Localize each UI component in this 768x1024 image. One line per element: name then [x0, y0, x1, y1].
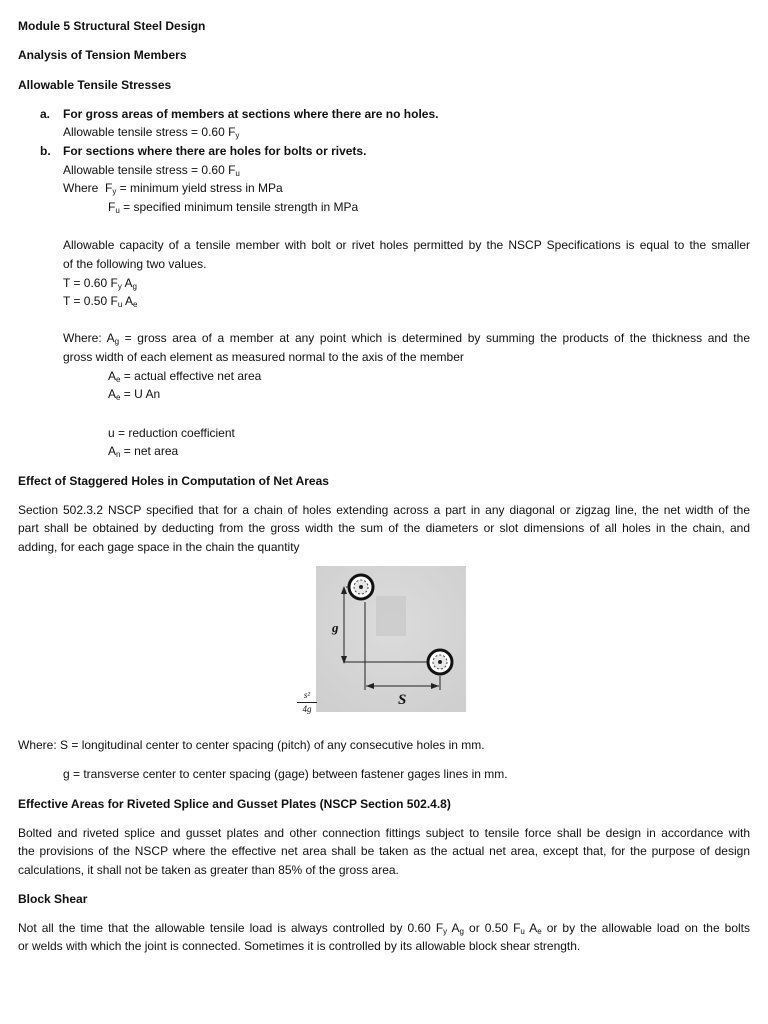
hole-1-icon — [349, 575, 373, 599]
where-ag-line2: gross width of each element as measured normal to the axis of the member — [63, 350, 464, 364]
fu-definition: $F_u$ = specified minimum tensile strength in MPa — [108, 200, 359, 215]
list-item-a-text: For gross areas of members at sections where there are no holes. — [63, 107, 439, 121]
formula-denominator: 4g — [302, 704, 312, 714]
list-item-b-text: For sections where there are holes for bolts or rivets. — [63, 144, 367, 158]
where-ag-line1: Where: $A_g$ = gross area of a member at any point which is determined by summing the products of the thickness and the — [63, 331, 750, 346]
formula-numerator: s² — [303, 690, 311, 700]
where-fy-definition: Where $F_y$ = minimum yield stress in MPa — [63, 181, 283, 196]
block-shear-line1: Not all the time that the allowable tensile load is always controlled by 0.60 $F_y$ $A_g$ or 0.50 $F_u$ $A_e$ or by the allowable load on the bolts — [18, 921, 750, 936]
s-definition: Where: S = longitudinal center to center spacing (pitch) of any consecutive holes in mm. — [18, 738, 485, 752]
capacity-text-line2: of the following two values. — [63, 257, 207, 271]
g-definition: g = transverse center to center spacing (gage) between fastener gages lines in mm. — [63, 767, 508, 781]
formula-bar — [297, 702, 317, 703]
hole-2-icon — [428, 650, 452, 674]
spacing-label: S — [398, 692, 407, 708]
u-definition: u = reduction coefficient — [108, 426, 235, 440]
stagger-text-line3: adding, for each gage space in the chain the quantity — [18, 540, 300, 554]
list-item-a-detail: Allowable tensile stress = 0.60 $F_y$ — [63, 125, 240, 140]
section-heading-block-shear: Block Shear — [18, 892, 88, 906]
equation-t-ultimate: T = 0.50 $F_u$ $A_e$ — [63, 294, 138, 309]
stagger-text-line2: part shall be obtained by deducting from the gross width the sum of the diameters or slot dimensions of all holes in the chain, and — [18, 521, 750, 535]
an-definition: $A_n$ = net area — [108, 444, 179, 459]
splice-text-line1: Bolted and riveted splice and gusset plates and other connection fittings subject to tensile force shall be design in accordance with — [18, 826, 750, 840]
section-subheading-stresses: Allowable Tensile Stresses — [18, 78, 172, 92]
section-heading-splice: Effective Areas for Riveted Splice and Gusset Plates (NSCP Section 502.4.8) — [18, 797, 451, 811]
plate-texture — [376, 596, 406, 636]
gage-label: g — [332, 620, 339, 635]
ae-definition: $A_e$ = actual effective net area — [108, 369, 262, 384]
splice-text-line3: calculations, it shall not be taken as greater than 85% of the gross area. — [18, 863, 399, 877]
stagger-text-line1: Section 502.3.2 NSCP specified that for a chain of holes extending across a part in any diagonal or zigzag line, the net width of the — [18, 503, 750, 517]
list-marker-a: a. — [40, 107, 51, 121]
ae-equation: $A_e = U$ An — [108, 387, 161, 402]
plate-background — [316, 566, 466, 712]
capacity-text-line1: Allowable capacity of a tensile member with bolt or rivet holes permitted by the NSCP Specifications is equal to the smaller — [63, 238, 750, 252]
equation-t-yield: T = 0.60 $F_y$ $A_g$ — [63, 276, 137, 291]
document-title: Module 5 Structural Steel Design — [18, 19, 206, 33]
section-heading-tension: Analysis of Tension Members — [18, 48, 187, 62]
list-item-b-detail: Allowable tensile stress = 0.60 $F_u$ — [63, 163, 240, 178]
stagger-formula — [294, 690, 320, 715]
splice-text-line2: the provisions of the NSCP where the effective net area shall be taken as the actual net area, except that, for the purpose of design — [18, 844, 750, 858]
block-shear-line2: or welds with which the joint is connected. Sometimes it is controlled by its allowable block shear strength. — [18, 939, 581, 953]
list-marker-b: b. — [40, 144, 51, 158]
staggered-holes-figure — [316, 566, 466, 712]
section-heading-staggered: Effect of Staggered Holes in Computation of Net Areas — [18, 474, 329, 488]
